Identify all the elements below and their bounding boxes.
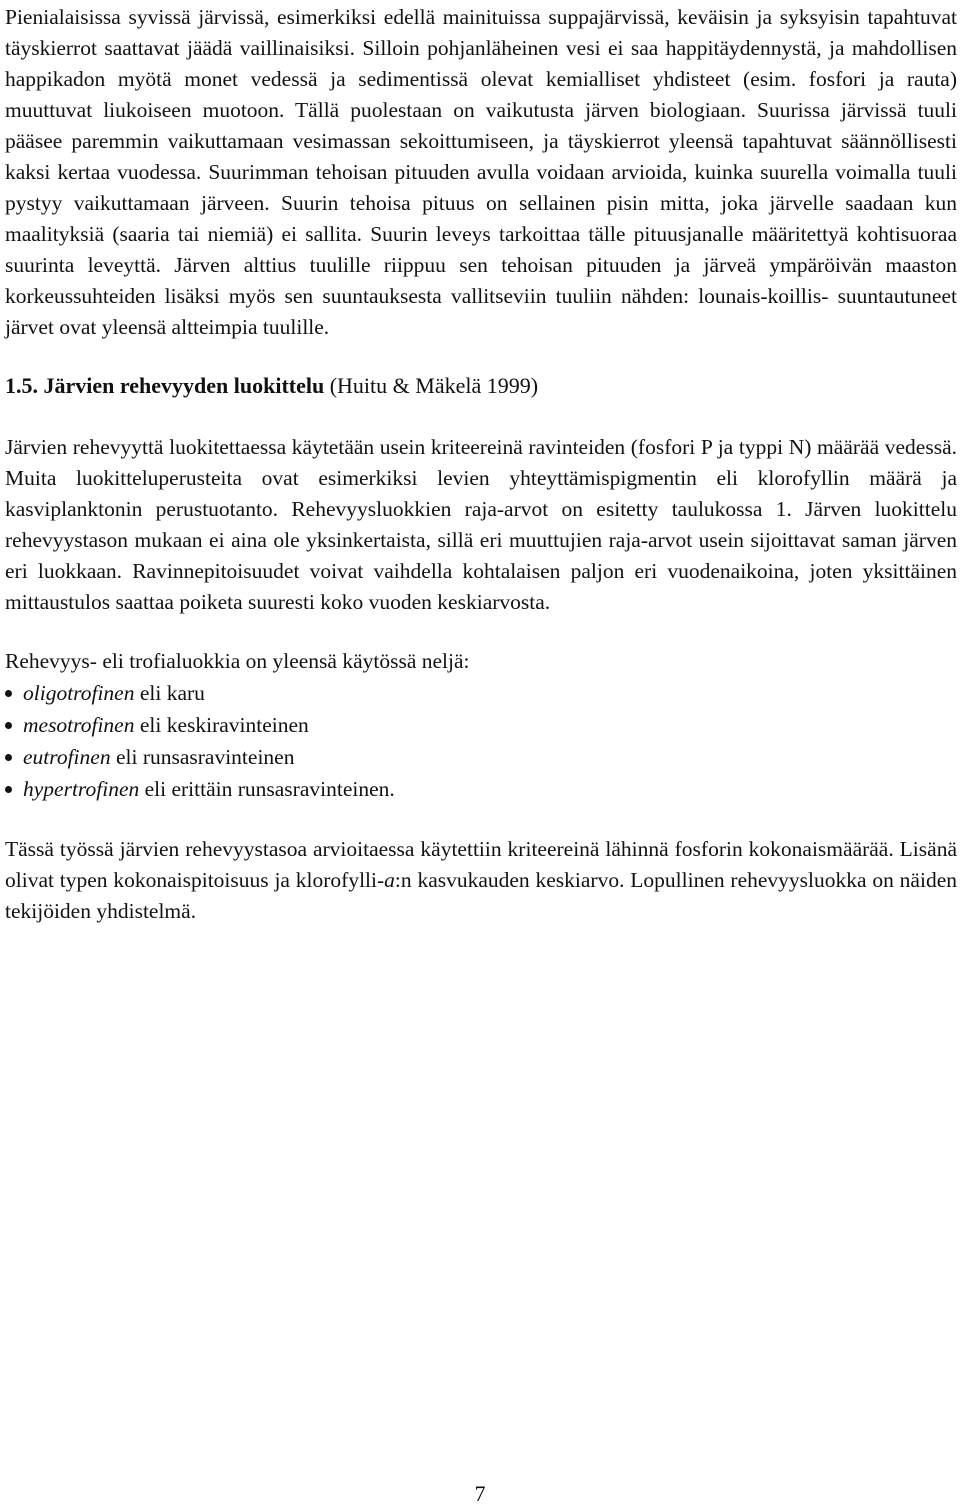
paragraph-lake-mixing-text: Pienialaisissa syvissä järvissä, esimerkiksi edellä mainituissa suppajärvissä, keväisin ja syksyisin tapahtuvat täyskierrot saattavat jäädä vaillinaisiksi. Silloin pohjanläheinen vesi ei saa happitäydennystä, ja mahdollisen happikadon myötä monet vedessä ja sedimentissä olevat kemialliset yhdisteet (esim. fosfori ja rauta) muuttuvat liukoiseen muotoon. Tällä puolestaan on vaikutusta järven biologiaan. Suurissa järvissä tuuli pääsee paremmin vaikuttamaan vesimassan sekoittumiseen, ja täyskierrot yleensä tapahtuvat säännöllisesti kaksi kertaa vuodessa. Suurimman tehoisan pituuden avulla voidaan arvioida, kuinka suurella voimalla tuuli pystyy vaikuttamaan järveen. Suurin tehoisa pituus on sellainen pisin mitta, joka järvelle saadaan kun maalityksiä (saaria tai niemiä) ei sallita. Suurin leveys tarkoittaa tälle pituusjanalle määritettyä kohtisuoraa suurinta leveyttä. Järven alttius tuulille riippuu sen tehoisan pituuden ja järveä ympäröivän maaston korkeussuhteiden lisäksi myös sen suuntauksesta vallitseviin tuuliin nähden: lounais-koillis- suuntautuneet järvet ovat yleensä altteimpia tuulille. [5,5,957,339]
paragraph-study-criteria [5,834,957,927]
class-description: eli karu [134,681,205,705]
class-description: eli runsasravinteinen [110,745,295,769]
section-citation: (Huitu & Mäkelä 1999) [329,373,539,398]
section-heading [5,370,957,401]
list-item [5,677,957,709]
bullet-icon [5,754,12,761]
list-item [5,773,957,805]
class-term: mesotrofinen [23,713,135,737]
section-number: 1.5. [5,373,38,398]
class-term: eutrofinen [23,745,111,769]
bullet-icon [5,722,12,729]
class-description: eli erittäin runsasravinteinen. [139,777,395,801]
list-item [5,709,957,741]
section-title: Järvien rehevyyden luokittelu [43,373,325,398]
paragraph-eutrophication-criteria: Järvien rehevyyttä luokitettaessa käytetään usein kriteereinä ravinteiden (fosfori P ja typpi N) määrää vedessä. Muita luokitteluperusteita ovat esimerkiksi levien yhteyttämispigmentin eli klorofyllin määrä ja kasviplanktonin perustuotanto. Rehevyysluokkien raja-arvot on esitetty taulukossa 1. Järven luokittelu rehevyystason mukaan ei aina ole yksinkertaista, sillä eri muuttujien raja-arvot usein sijoittavat saman järven eri luokkaan. Ravinnepitoisuudet voivat vaihdella kohtalaisen paljon eri vuodenaikoina, joten yksittäinen mittaustulos saattaa poiketa suuresti koko vuoden keskiarvosta. [5,435,957,614]
page-number: 7 [474,1481,486,1506]
paragraph-lake-mixing [5,2,957,343]
list-item [5,741,957,773]
bullet-icon [5,690,12,697]
bullet-icon [5,786,12,793]
document-page [5,0,957,927]
study-criteria-text-end: :n kasvukauden keskiarvo. Lopullinen rehevyysluokka on näiden tekijöiden yhdistelmä. [5,868,957,923]
chlorophyll-a-italic: a [384,868,395,892]
class-description: eli keskiravinteinen [134,713,309,737]
class-term: oligotrofinen [23,681,135,705]
list-intro: Rehevyys- eli trofialuokkia on yleensä käytössä neljä: [5,649,470,673]
class-term: hypertrofinen [23,777,140,801]
study-criteria-text-start: Tässä työssä järvien rehevyystasoa arvioitaessa käytettiin kriteereinä lähinnä fosforin kokonaismäärää. Lisänä olivat typen kokonaispitoisuus ja klorofylli- [5,837,957,892]
trophic-class-list [5,677,957,805]
